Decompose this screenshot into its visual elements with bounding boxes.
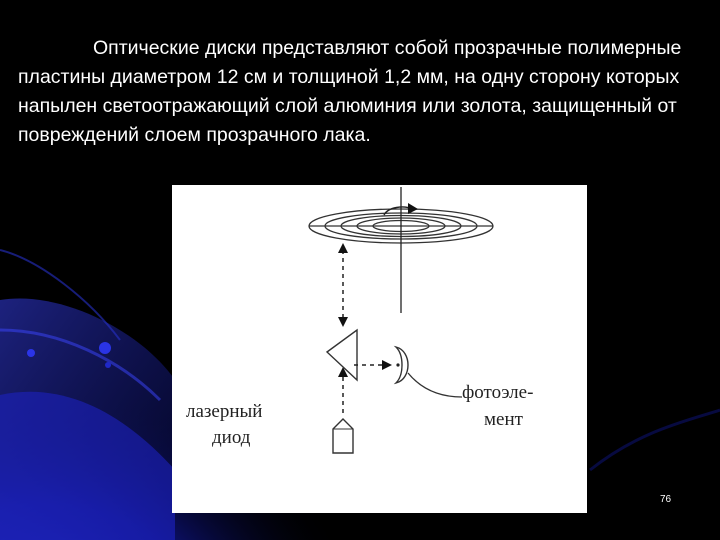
photodetector-label-line1: фотоэле-: [462, 382, 534, 403]
photodetector-label-line2: мент: [484, 409, 523, 430]
optical-disc-diagram: [172, 185, 587, 513]
slide-body-text: Оптические диски представляют собой прозрачные полимерные пластины диаметром 12 см и толщиной 1,2 мм, на одну сторону которых напылен светоотражающий слой алюминия или золота, защищенный от повреждений слоем прозрачного лака.: [18, 37, 682, 146]
laser-diode-label-line1: лазерный: [186, 401, 263, 422]
laser-diode-label-line2: диод: [212, 427, 251, 448]
laser-diode: [333, 419, 353, 453]
diagram-drawing: [172, 185, 587, 513]
page-number: 76: [660, 494, 672, 505]
